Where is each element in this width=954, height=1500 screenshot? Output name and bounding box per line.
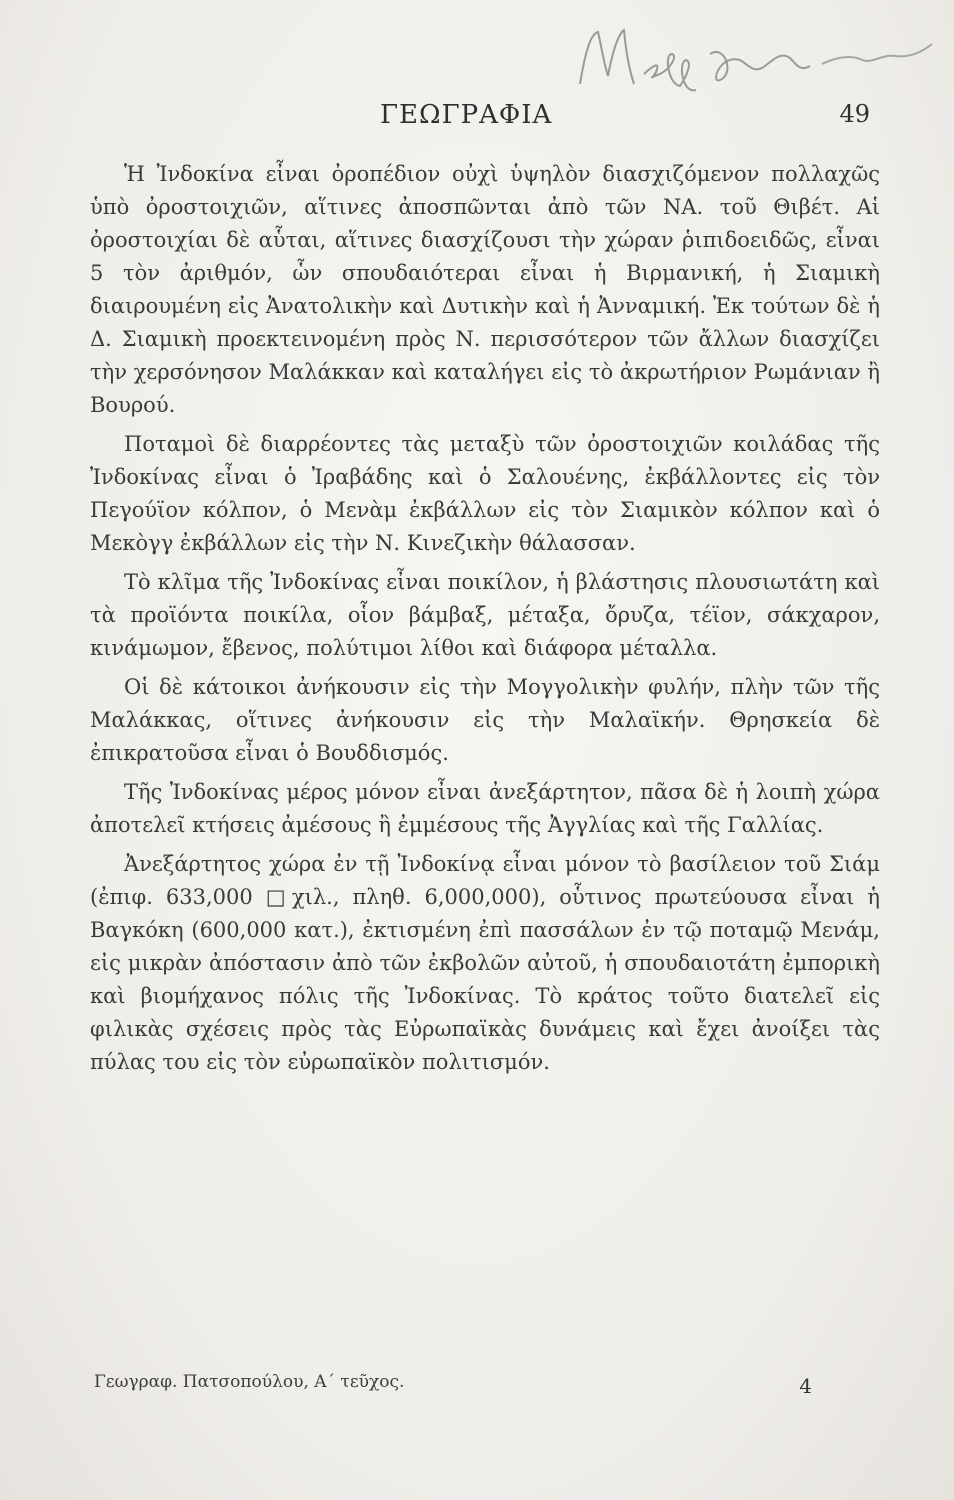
handwritten-signature [560,14,940,104]
paragraph-inhabitants: Οἱ δὲ κάτοικοι ἀνήκουσιν εἰς τὴν Μογγολικὴν φυλήν, πλὴν τῶν τῆς Μαλάκκας, οἵτινες ἀνήκουσιν εἰς τὴν Μαλαϊκήν. Θρησκεία δὲ ἐπικρατοῦσα εἶναι ὁ Βουδδισμός. [90,675,880,765]
paragraph-rivers: Ποταμοὶ δὲ διαρρέοντες τὰς μεταξὺ τῶν ὀροστοιχιῶν κοιλάδας τῆς Ἰνδοκίνας εἶναι ὁ Ἰραβάδης καὶ ὁ Σαλουένης, ἐκβάλλοντες εἰς τὸν Πεγούϊον κόλπον, ὁ Μενὰμ ἐκβάλλων εἰς τὸν Σιαμικὸν κόλπον καὶ ὁ Μεκὸγγ ἐκβάλλων εἰς τὴν Ν. Κινεζικὴν θάλασσαν. [90,432,880,555]
page-number: 49 [839,100,870,128]
page-footer [94,1372,854,1402]
page-header [80,100,880,140]
signature-mark: 4 [799,1374,812,1398]
paragraph-climate: Τὸ κλῖμα τῆς Ἰνδοκίνας εἶναι ποικίλον, ἡ βλάστησις πλουσιωτάτη καὶ τὰ προϊόντα ποικίλα, οἷον βάμβαξ, μέταξα, ὄρυζα, τέϊον, σάκχαρον, κινάμωμον, ἔβενος, πολύτιμοι λίθοι καὶ διάφορα μέταλλα. [90,570,880,660]
body-text [90,158,880,1085]
footer-citation: Γεωγραφ. Πατσοπούλου, Α΄ τεῦχος. [94,1372,405,1392]
paragraph-independence: Τῆς Ἰνδοκίνας μέρος μόνον εἶναι ἀνεξάρτητον, πᾶσα δὲ ἡ λοιπὴ χώρα ἀποτελεῖ κτήσεις ἀμέσους ἢ ἐμμέσους τῆς Ἀγγλίας καὶ τῆς Γαλλίας. [90,780,880,837]
running-title: ΓΕΩΓΡΑΦΙΑ [380,100,553,130]
paragraph-indochina-mountains: Ἡ Ἰνδοκίνα εἶναι ὀροπέδιον οὐχὶ ὑψηλὸν διασχιζόμενον πολλαχῶς ὑπὸ ὀροστοιχιῶν, αἵτινες ἀποσπῶνται ἀπὸ τῶν ΝΑ. τοῦ Θιβέτ. Αἱ ὀροστοιχίαι δὲ αὗται, αἵτινες διασχίζουσι τὴν χώραν ῥιπιδοειδῶς, εἶναι 5 τὸν ἀριθμόν, ὧν σπουδαιότεραι εἶναι ἡ Βιρμανική, ἡ Σιαμικὴ διαιρουμένη εἰς Ἀνατολικὴν καὶ Δυτικὴν καὶ ἡ Ἀνναμική. Ἐκ τούτων δὲ ἡ Δ. Σιαμικὴ προεκτεινομένη πρὸς Ν. περισσότερον τῶν ἄλλων διασχίζει τὴν χερσόνησον Μαλάκκαν καὶ καταλήγει εἰς τὸ ἀκρωτήριον Ρωμάνιαν ἢ Βουρού. [90,162,880,417]
paragraph-siam: Ἀνεξάρτητος χώρα ἐν τῇ Ἰνδοκίνᾳ εἶναι μόνον τὸ βασίλειον τοῦ Σιάμ (ἐπιφ. 633,000 □χιλ., πληθ. 6,000,000), οὗτινος πρωτεύουσα εἶναι ἡ Βαγκόκη (600,000 κατ.), ἐκτισμένη ἐπὶ πασσάλων ἐν τῷ ποταμῷ Μενάμ, εἰς μικρὰν ἀπόστασιν ἀπὸ τῶν ἐκβολῶν αὐτοῦ, ἡ σπουδαιοτάτη ἐμπορικὴ καὶ βιομήχανος πόλις τῆς Ἰνδοκίνας. Τὸ κράτος τοῦτο διατελεῖ εἰς φιλικὰς σχέσεις πρὸς τὰς Εὐρωπαϊκὰς δυνάμεις καὶ ἔχει ἀνοίξει τὰς πύλας του εἰς τὸν εὐρωπαϊκὸν πολιτισμόν. [90,852,880,1074]
